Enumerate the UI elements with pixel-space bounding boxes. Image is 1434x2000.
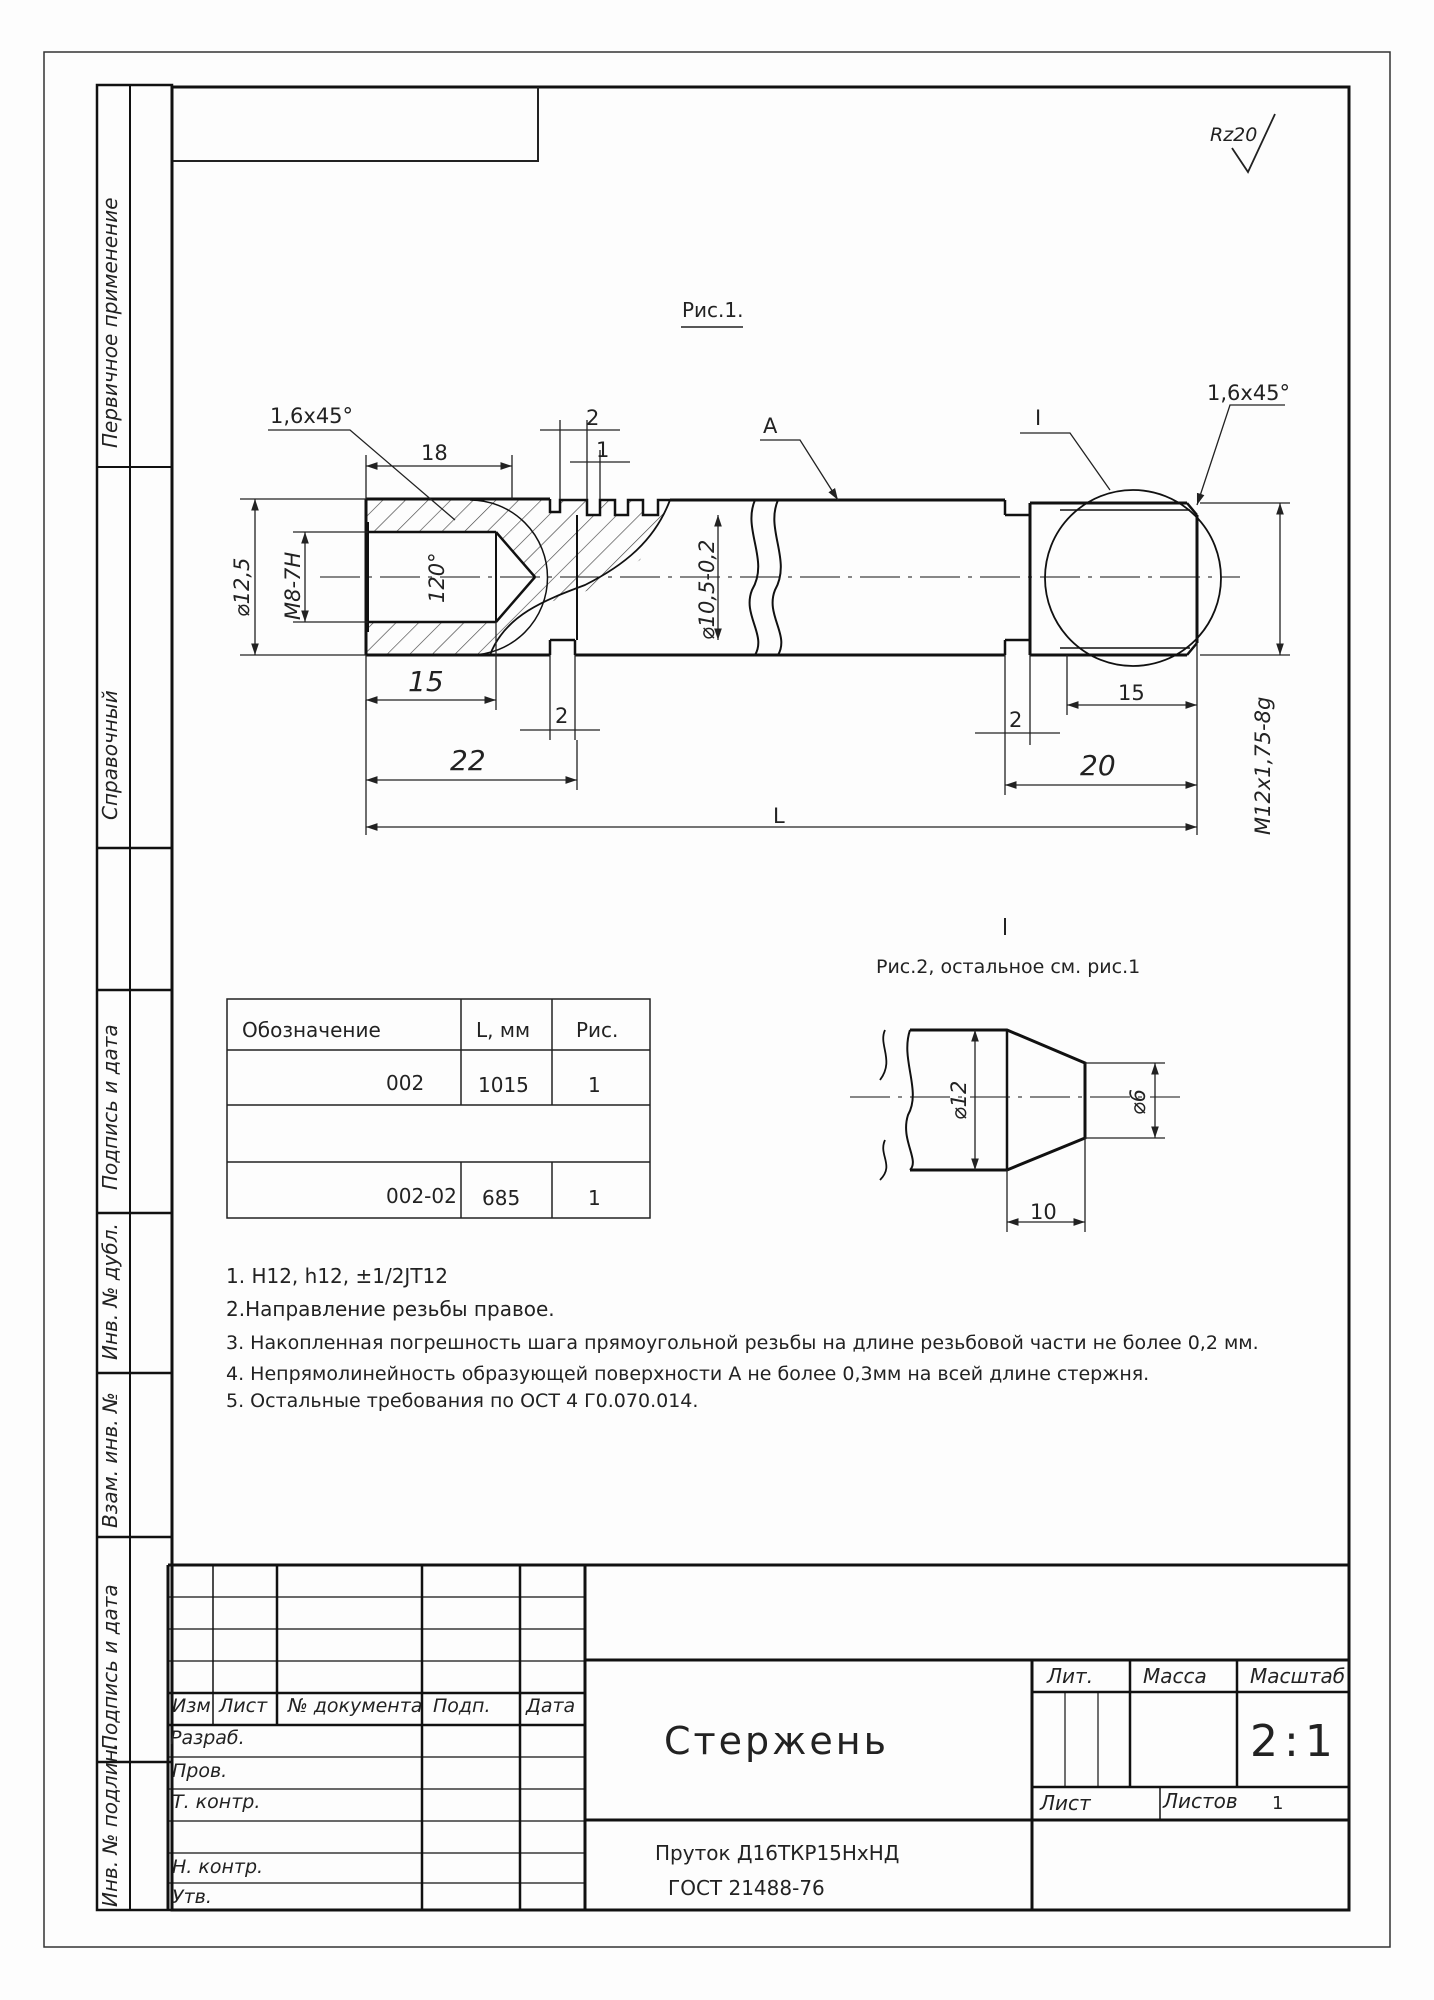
tb-col-doc: № документа [288,1695,423,1717]
dia-6-label: ⌀6 [1126,1088,1150,1115]
tb-row-tkontr: Т. контр. [172,1791,261,1813]
tb-col-sign: Подп. [433,1695,491,1717]
dim-18: 18 [421,441,448,465]
table-row-2-length: 685 [482,1186,521,1210]
note-2: 2.Направление резьбы правое. [226,1297,555,1321]
side-vzam: Взам. инв. № [98,1392,122,1528]
dim-2-bottom-right: 2 [1009,708,1023,732]
part-name: Стержень [664,1719,890,1763]
table-row-1-designation: 002 [386,1071,425,1095]
dim-22: 22 [450,744,486,777]
dim-2-top: 2 [586,406,600,430]
tb-material-1: Пруток Д16ТКР15НхНД [655,1841,900,1865]
tb-col-list: Лист [219,1695,268,1717]
dim-1-top: 1 [596,438,610,462]
tb-row-utv: Утв. [172,1886,212,1908]
tb-sheets-count: 1 [1272,1793,1284,1814]
table-row-2-designation: 002-02 [386,1184,457,1208]
note-1: 1. Н12, h12, ±1/2JT12 [226,1264,448,1288]
dia-12-label: ⌀12 [947,1080,971,1120]
side-sign-date-1: Подпись и дата [98,1024,122,1190]
side-sign-date-2: Подпись и дата [98,1584,122,1750]
note-3: 3. Накопленная погрешность шага прямоугольной резьбы на длине резьбовой части не более 0,2 мм. [226,1332,1259,1354]
table-header-figure: Рис. [576,1018,619,1042]
tb-scale-value: 2:1 [1250,1716,1339,1767]
tb-material-2: ГОСТ 21488-76 [668,1876,825,1900]
side-orig: Инв. № подлин. [98,1742,122,1907]
note-4: 4. Непрямолинейность образующей поверхности А не более 0,3мм на всей длине стержня. [226,1363,1150,1385]
tb-mass: Масса [1143,1664,1207,1688]
angle-120-label: 120° [425,552,449,603]
figure-2-caption: Рис.2, остальное см. рис.1 [876,956,1141,978]
tb-row-razrab: Разраб. [170,1727,245,1749]
tb-lit: Лит. [1047,1664,1094,1688]
surface-a-label: А [763,414,778,438]
dim-15-right: 15 [1118,681,1145,705]
tb-scale-label: Масштаб [1250,1664,1346,1688]
table-row-1-length: 1015 [478,1073,529,1097]
figure-1-caption: Рис.1. [682,298,744,322]
m12-thread-label: М12х1,75-8g [1251,696,1275,835]
dim-15-left: 15 [408,665,444,698]
dim-2-bottom-left: 2 [555,704,569,728]
tb-row-prov: Пров. [172,1760,228,1782]
dim-10: 10 [1030,1200,1057,1224]
tb-row-nkontr: Н. контр. [172,1856,264,1878]
dia-10-5-label: ⌀10,5-0,2 [695,539,719,640]
table-row-1-figure: 1 [588,1073,601,1097]
dim-l: L [773,804,785,828]
chamfer-right-label: 1,6х45° [1207,381,1291,405]
tb-col-izm: Изм [172,1695,211,1717]
side-reference: Справочный [98,690,122,820]
tb-sheets: Листов [1163,1789,1238,1813]
tb-sheet: Лист [1040,1791,1091,1815]
side-primary-use: Первичное применение [98,197,122,448]
table-header-length: L, мм [476,1018,531,1042]
detail-i-label: I [1035,406,1042,430]
note-5: 5. Остальные требования по ОСТ 4 Г0.070.014. [226,1390,699,1412]
figure-1-part [320,490,1240,666]
side-dubl: Инв. № дубл. [98,1223,122,1360]
table-row-2-figure: 1 [588,1186,601,1210]
dia-12-5-label: ⌀12,5 [230,557,254,617]
roughness-label: Rz20 [1210,124,1258,146]
tb-col-date: Дата [526,1695,576,1717]
dim-20: 20 [1080,749,1116,782]
chamfer-left-label: 1,6х45° [270,404,354,428]
m8-thread-label: М8-7Н [281,551,305,620]
table-header-designation: Обозначение [242,1018,381,1042]
